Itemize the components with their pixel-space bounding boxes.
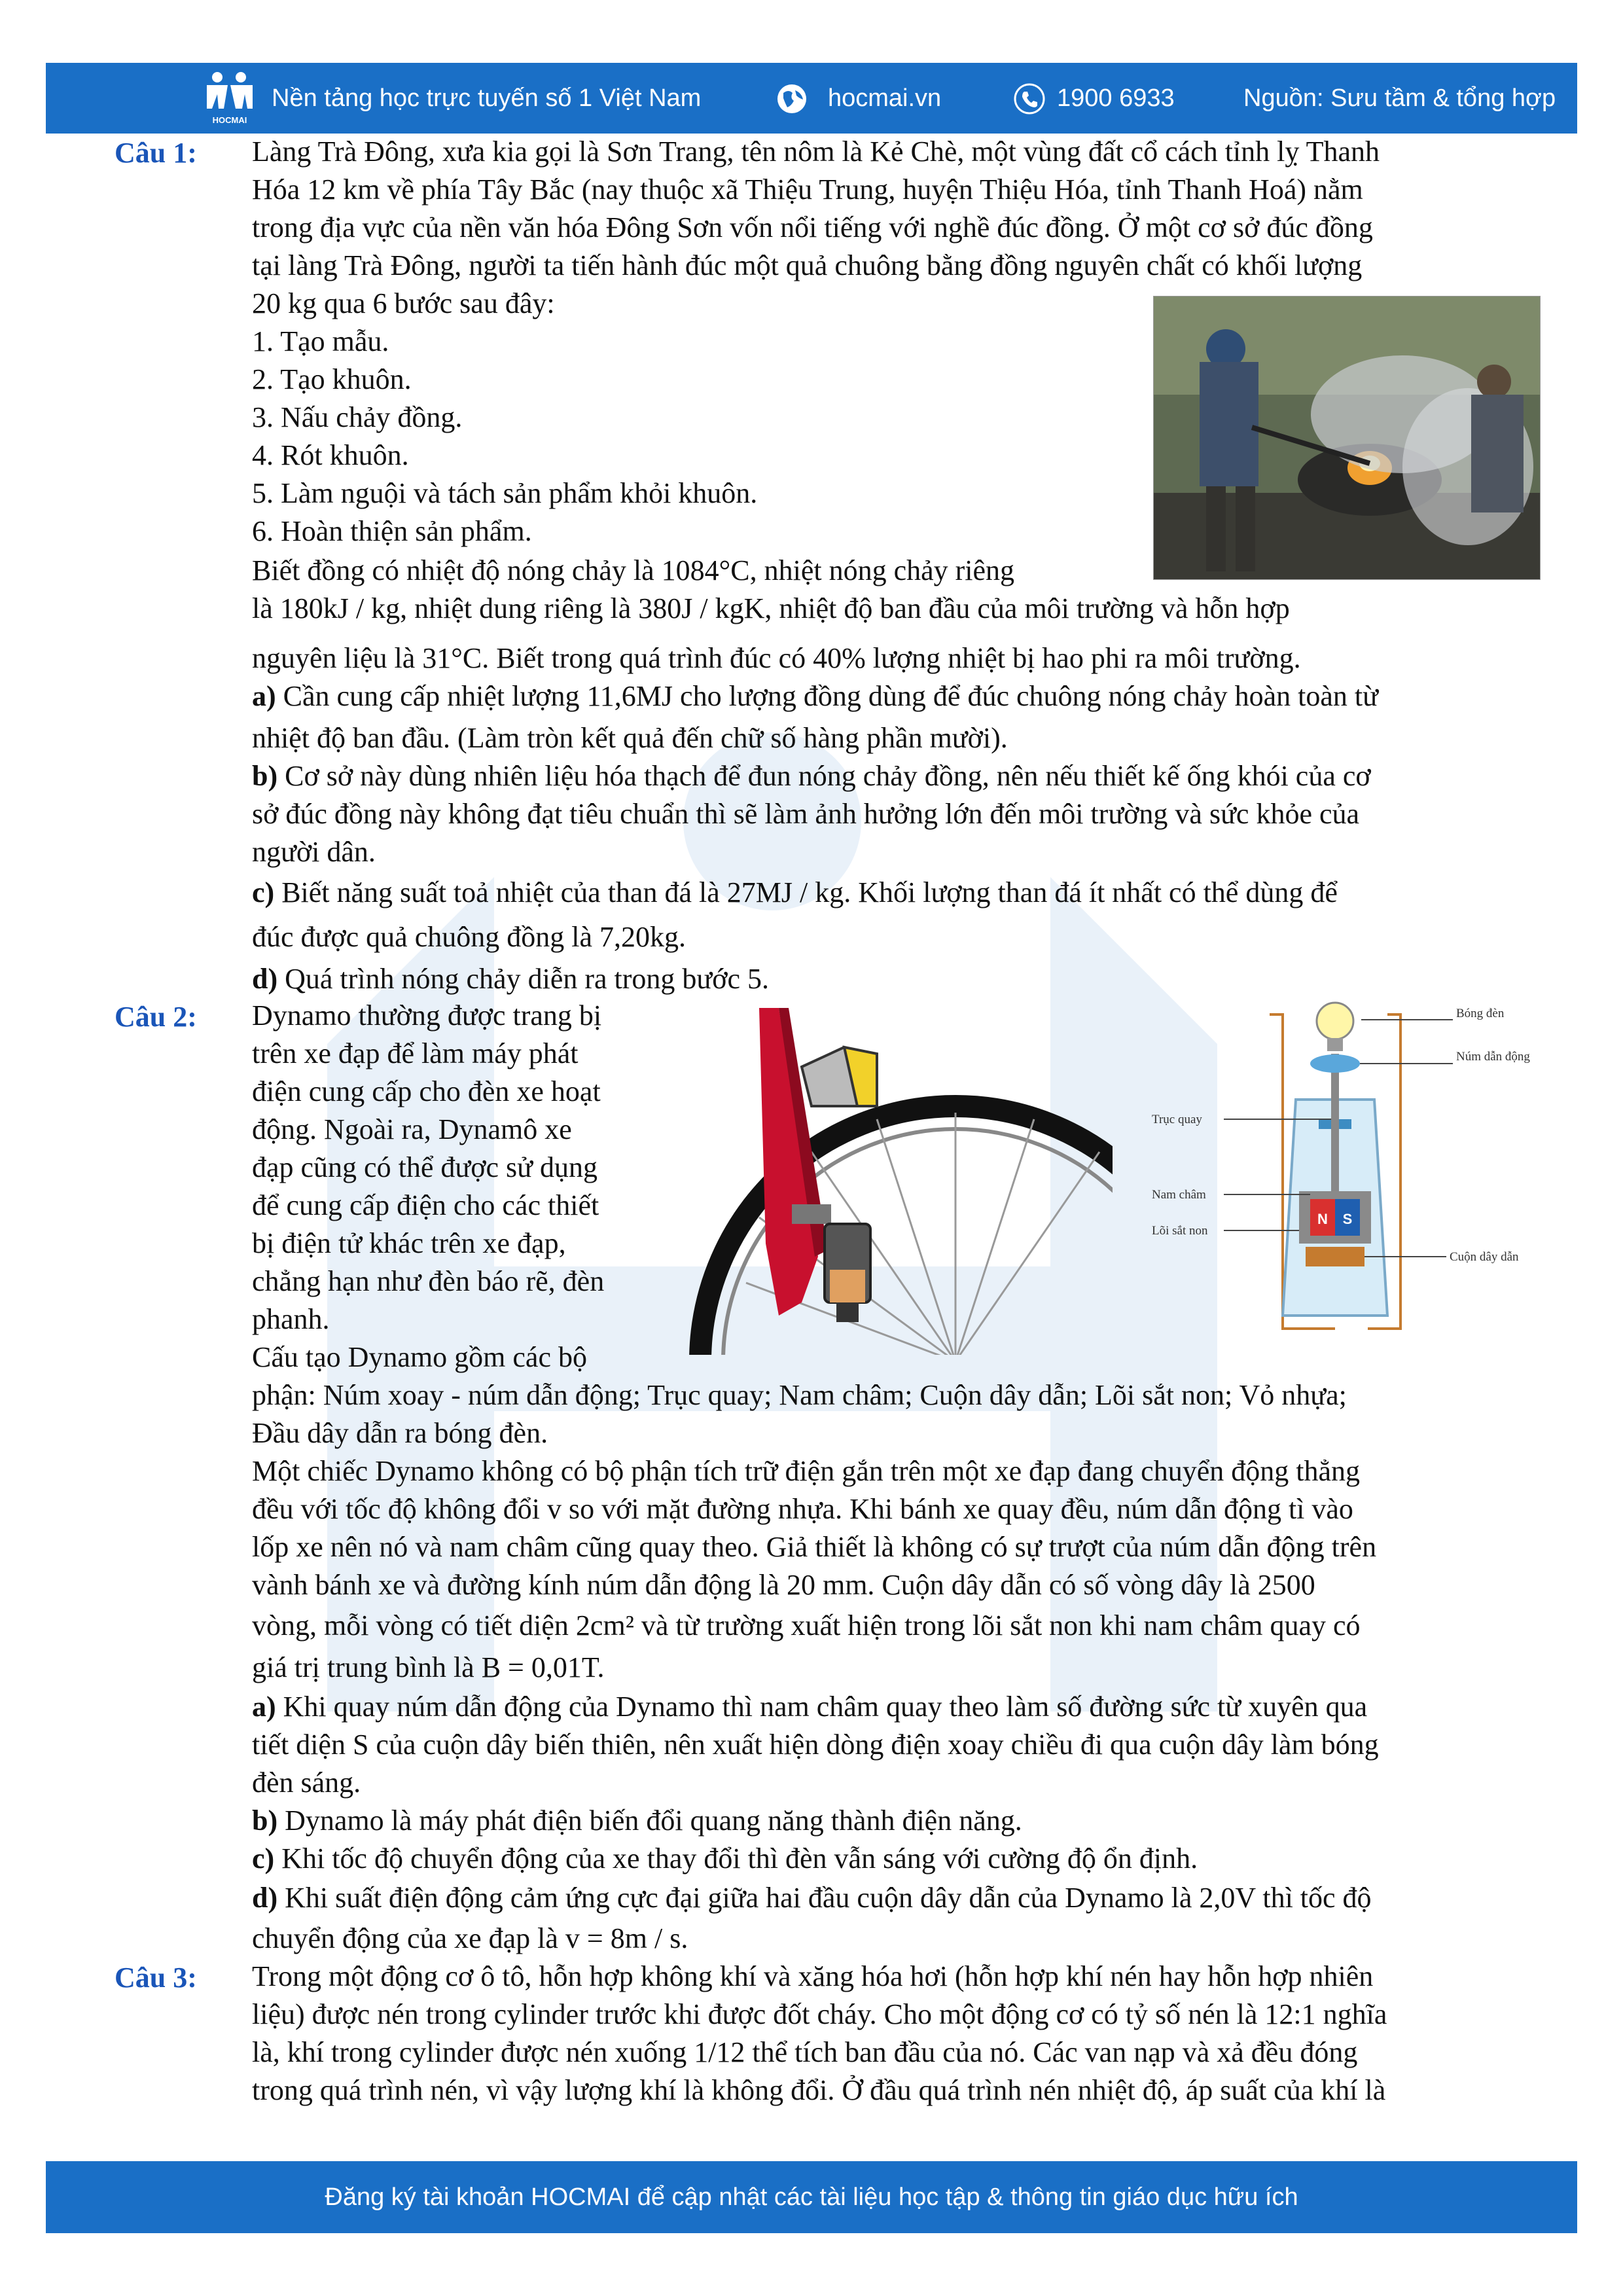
coil-label: Cuộn dây dẫn [1450, 1250, 1519, 1264]
phone-number[interactable]: 1900 6933 [1057, 84, 1175, 112]
q3-text-line: trong quá trình nén, vì vậy lượng khí là không đổi. Ở đầu quá trình nén nhiệt độ, áp suất của khí là [252, 2074, 1386, 2106]
q2-text-line: đều với tốc độ không đổi v so với mặt đường nhựa. Khi bánh xe quay đều, núm dẫn động tì vào [252, 1493, 1353, 1525]
statement-text: Khi quay núm dẫn động của Dynamo thì nam châm quay theo làm số đường sức từ xuyên qua [283, 1691, 1368, 1723]
q2-statement-a [252, 1689, 1367, 1725]
q1-statement-a [252, 678, 1378, 715]
dynamo-schematic-diagram [1139, 1001, 1544, 1342]
q2-text-line: giá trị trung bình là B = 0,01T. [252, 1651, 605, 1683]
q1-statement-b-cont: người dân. [252, 836, 376, 868]
q1-step-item: 4. Rót khuôn. [252, 439, 409, 471]
q2-text-line: vành bánh xe và đường kính núm dẫn động là 20 mm. Cuộn dây dẫn có số vòng dây là 2500 [252, 1569, 1315, 1601]
magnet-south-label: S [1342, 1211, 1353, 1227]
q1-text-line: là 180kJ / kg, nhiệt dung riêng là 380J / kgK, nhiệt độ ban đầu của môi trường và hỗn hợp [252, 592, 1290, 624]
q1-statement-c-cont: đúc được quả chuông đồng là 7,20kg. [252, 921, 686, 953]
q2-text-line: phận: Núm xoay - núm dẫn động; Trục quay; Nam châm; Cuộn dây dẫn; Lõi sắt non; Vỏ nhựa; [252, 1379, 1347, 1411]
statement-text: Cần cung cấp nhiệt lượng 11,6MJ cho lượng đồng dùng để đúc chuông nóng chảy hoàn toàn từ [283, 680, 1378, 712]
q2-text-line: Cấu tạo Dynamo gồm các bộ [252, 1341, 587, 1373]
q1-statement-a-cont: nhiệt độ ban đầu. (Làm tròn kết quả đến chữ số hàng phần mười). [252, 722, 1008, 754]
q2-statement-a-cont: đèn sáng. [252, 1767, 361, 1799]
q2-statement-c [252, 1840, 1198, 1877]
magnet-north-label: N [1317, 1211, 1328, 1227]
globe-icon [776, 82, 808, 115]
q2-text-line: vòng, mỗi vòng có tiết diện 2cm² và từ trường xuất hiện trong lõi sắt non khi nam châm quay có [252, 1609, 1361, 1641]
footer-banner [46, 2161, 1577, 2233]
statement-tag: d) [252, 1882, 278, 1914]
statement-text: Cơ sở này dùng nhiên liệu hóa thạch để đun nóng chảy đồng, nên nếu thiết kế ống khói của cơ [285, 760, 1371, 792]
statement-text: Khi suất điện động cảm ứng cực đại giữa hai đầu cuộn dây dẫn của Dynamo là 2,0V thì tốc độ [285, 1882, 1372, 1914]
q1-step-item: 6. Hoàn thiện sản phẩm. [252, 515, 532, 547]
q3-text-line: là, khí trong cylinder được nén xuống 1/12 thể tích ban đầu của nó. Các van nạp và xả đều đóng [252, 2036, 1358, 2068]
q2-text-line: Đầu dây dẫn ra bóng đèn. [252, 1417, 548, 1449]
statement-tag: a) [252, 680, 276, 712]
header-banner [46, 63, 1577, 134]
q1-text-line: Biết đồng có nhiệt độ nóng chảy là 1084°C, nhiệt nóng chảy riêng [252, 554, 1015, 586]
q1-text-line: 20 kg qua 6 bước sau đây: [252, 287, 555, 319]
q2-statement-a-cont: tiết diện S của cuộn dây biến thiên, nên xuất hiện dòng điện xoay chiều đi qua cuộn dây làm bóng [252, 1729, 1379, 1761]
q2-text-line: điện cung cấp cho đèn xe hoạt [252, 1075, 601, 1107]
statement-text: Biết năng suất toả nhiệt của than đá là 27MJ / kg. Khối lượng than đá ít nhất có thể dùng để [281, 876, 1338, 908]
q1-step-item: 3. Nấu chảy đồng. [252, 401, 463, 433]
statement-tag: c) [252, 1842, 275, 1874]
statement-tag: c) [252, 876, 275, 908]
phone-icon [1013, 82, 1046, 115]
q1-step-item: 1. Tạo mẫu. [252, 325, 389, 357]
logo-text: HOCMAI [212, 115, 247, 125]
q1-text-line: tại làng Trà Đông, người ta tiến hành đúc một quả chuông bằng đồng nguyên chất có khối lượng [252, 249, 1363, 281]
q1-text-line: nguyên liệu là 31°C. Biết trong quá trình đúc có 40% lượng nhiệt bị hao phi ra môi trường. [252, 642, 1301, 674]
question-2-label: Câu 2: [115, 1001, 197, 1033]
slogan: Nền tảng học trực tuyến số 1 Việt Nam [272, 84, 702, 112]
q2-text-line: để cung cấp điện cho các thiết [252, 1189, 599, 1221]
source-note: Nguồn: Sưu tầm & tổng hợp [1243, 84, 1556, 112]
q2-text-line: đạp cũng có thể được sử dụng [252, 1151, 597, 1183]
q2-text-line: động. Ngoài ra, Dynamô xe [252, 1113, 572, 1145]
statement-text: Khi tốc độ chuyển động của xe thay đổi thì đèn vẫn sáng với cường độ ổn định. [281, 1842, 1198, 1874]
q2-text-line: bị điện tử khác trên xe đạp, [252, 1227, 566, 1259]
magnet-label: Nam châm [1152, 1188, 1206, 1202]
q1-text-line: trong địa vực của nền văn hóa Đông Sơn vốn nổi tiếng với nghề đúc đồng. Ở một cơ sở đúc đồng [252, 211, 1373, 243]
q1-step-item: 2. Tạo khuôn. [252, 363, 412, 395]
q3-text-line: Trong một động cơ ô tô, hỗn hợp không khí và xăng hóa hơi (hỗn hợp khí nén hay hỗn hợp nhiên [252, 1960, 1374, 1992]
question-3-label: Câu 3: [115, 1962, 197, 1994]
q2-text-line: phanh. [252, 1303, 330, 1335]
q2-text-line: chẳng hạn như đèn báo rẽ, đèn [252, 1265, 605, 1297]
q1-text-line: Làng Trà Đông, xưa kia gọi là Sơn Trang, tên nôm là Kẻ Chè, một vùng đất cổ cách tỉnh lỵ Thanh [252, 135, 1380, 168]
statement-tag: b) [252, 760, 278, 792]
statement-text: Quá trình nóng chảy diễn ra trong bước 5. [285, 963, 770, 995]
axis-label: Trục quay [1152, 1113, 1202, 1126]
q3-text-line: liệu) được nén trong cylinder trước khi được đốt cháy. Cho một động cơ có tỷ số nén là 12:1 nghĩa [252, 1998, 1387, 2030]
q2-text-line: Dynamo thường được trang bị [252, 999, 602, 1031]
q1-statement-c [252, 874, 1338, 911]
statement-tag: b) [252, 1804, 278, 1837]
knob-label: Núm dẫn động [1456, 1050, 1530, 1064]
footer-text: Đăng ký tài khoản HOCMAI để cập nhật các tài liệu học tập & thông tin giáo dục hữu ích [325, 2183, 1298, 2211]
statement-tag: d) [252, 963, 278, 995]
bicycle-dynamo-illustration [681, 1008, 1113, 1355]
q2-statement-b [252, 1803, 1022, 1839]
q1-statement-d [252, 961, 769, 997]
core-label: Lõi sắt non [1152, 1224, 1208, 1238]
statement-text: Dynamo là máy phát điện biến đổi quang năng thành điện năng. [285, 1804, 1022, 1837]
hocmai-logo-icon [202, 68, 258, 128]
q2-text-line: lốp xe nên nó và nam châm cũng quay theo. Giả thiết là không có sự trượt của núm dẫn động trên [252, 1531, 1377, 1563]
website-link[interactable]: hocmai.vn [828, 84, 942, 112]
q2-statement-d [252, 1880, 1372, 1916]
q2-text-line: Một chiếc Dynamo không có bộ phận tích trữ điện gắn trên một xe đạp đang chuyển động thẳng [252, 1455, 1360, 1487]
question-1-label: Câu 1: [115, 137, 197, 169]
bronze-casting-photo [1153, 296, 1541, 580]
statement-tag: a) [252, 1691, 276, 1723]
bulb-label: Bóng đèn [1456, 1007, 1505, 1020]
q2-statement-d-cont: chuyển động của xe đạp là v = 8m / s. [252, 1922, 688, 1954]
q2-text-line: trên xe đạp để làm máy phát [252, 1037, 579, 1069]
q1-statement-b [252, 758, 1371, 795]
q1-step-item: 5. Làm nguội và tách sản phẩm khỏi khuôn. [252, 477, 758, 509]
q1-statement-b-cont: sở đúc đồng này không đạt tiêu chuẩn thì sẽ làm ảnh hưởng lớn đến môi trường và sức khỏe của [252, 798, 1360, 830]
q1-text-line: Hóa 12 km về phía Tây Bắc (nay thuộc xã Thiệu Trung, huyện Thiệu Hóa, tỉnh Thanh Hoá) nằm [252, 173, 1363, 206]
